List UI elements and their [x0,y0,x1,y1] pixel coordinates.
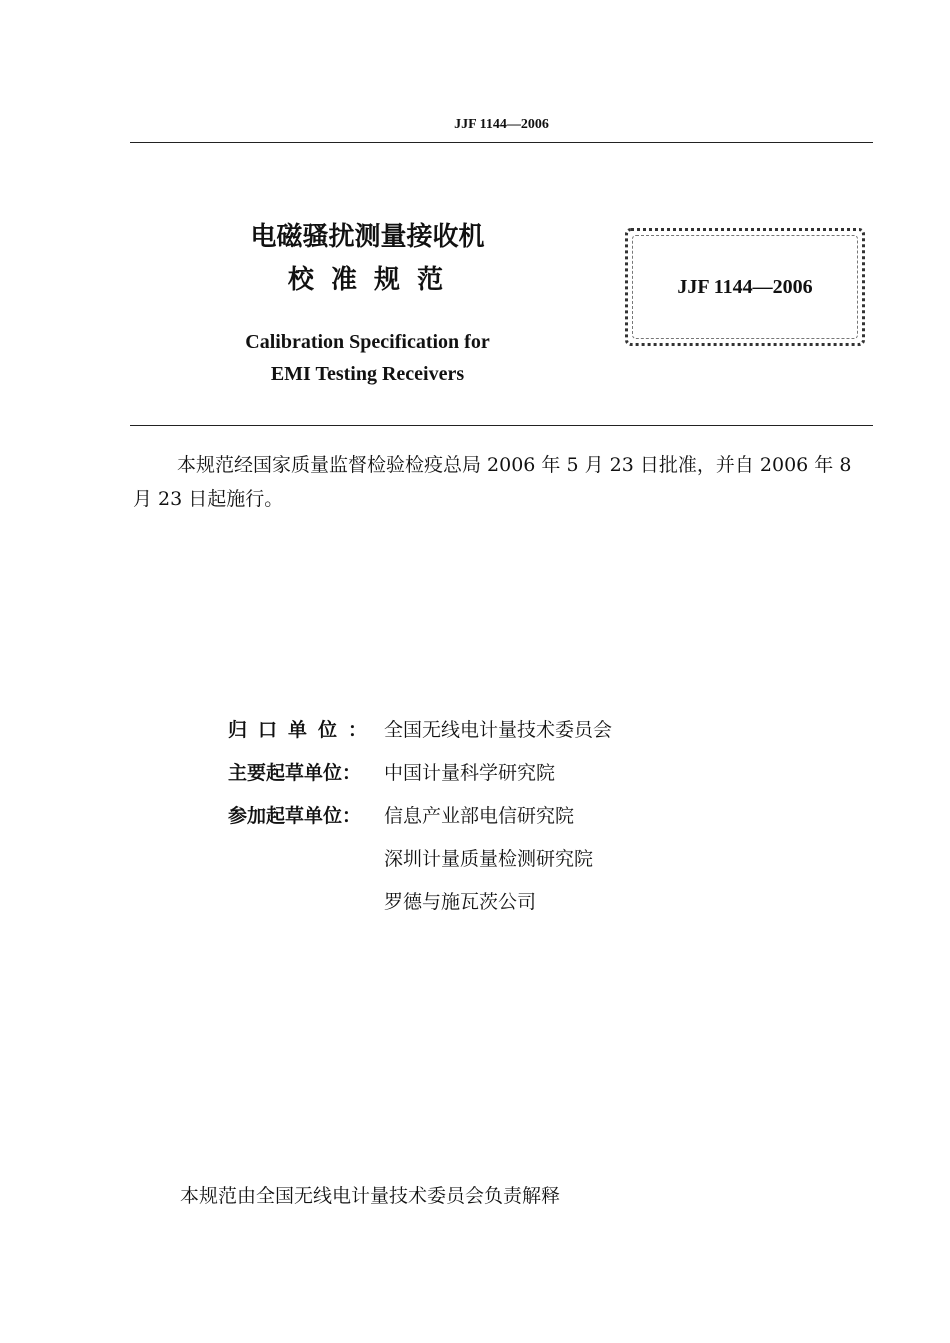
org-row-participating [228,801,574,831]
org-value-participating-3: 罗德与施瓦茨公司 [384,891,537,913]
org-value-main-drafter: 中国计量科学研究院 [384,762,556,784]
title-english-line1: Calibration Specification for [245,331,490,353]
org-row-main-drafter [228,758,555,788]
title-english-line2: EMI Testing Receivers [270,363,465,385]
title-chinese-line2: 校 准 规 范 [287,265,448,295]
org-value-responsible: 全国无线电计量技术委员会 [384,719,613,741]
interpretation-note: 本规范由全国无线电计量技术委员会负责解释 [180,1185,561,1207]
header-rule [130,142,873,143]
header-standard-code: JJF 1144—2006 [454,117,549,132]
org-row-participating-2 [384,844,593,874]
org-label-main-drafter: 主要起草单位： [228,762,362,784]
org-row-responsible [228,715,612,745]
title-rule [130,425,873,426]
org-value-participating-2: 深圳计量质量检测研究院 [384,848,594,870]
org-label-participating: 参加起草单位： [228,805,362,827]
org-value-participating-1: 信息产业部电信研究院 [384,805,575,827]
org-label-responsible: 归口单位： [228,719,379,741]
approval-text: 本规范经国家质量监督检验检疫总局 2006 年 5 月 23 日批准，并自 2006 年 8 月 23 日起施行。 [133,454,852,510]
standard-code-box [625,228,865,346]
code-box-text: JJF 1144—2006 [677,275,813,298]
title-chinese-line1: 电磁骚扰测量接收机 [250,222,485,252]
approval-paragraph [133,448,875,516]
org-row-participating-3 [384,887,536,917]
